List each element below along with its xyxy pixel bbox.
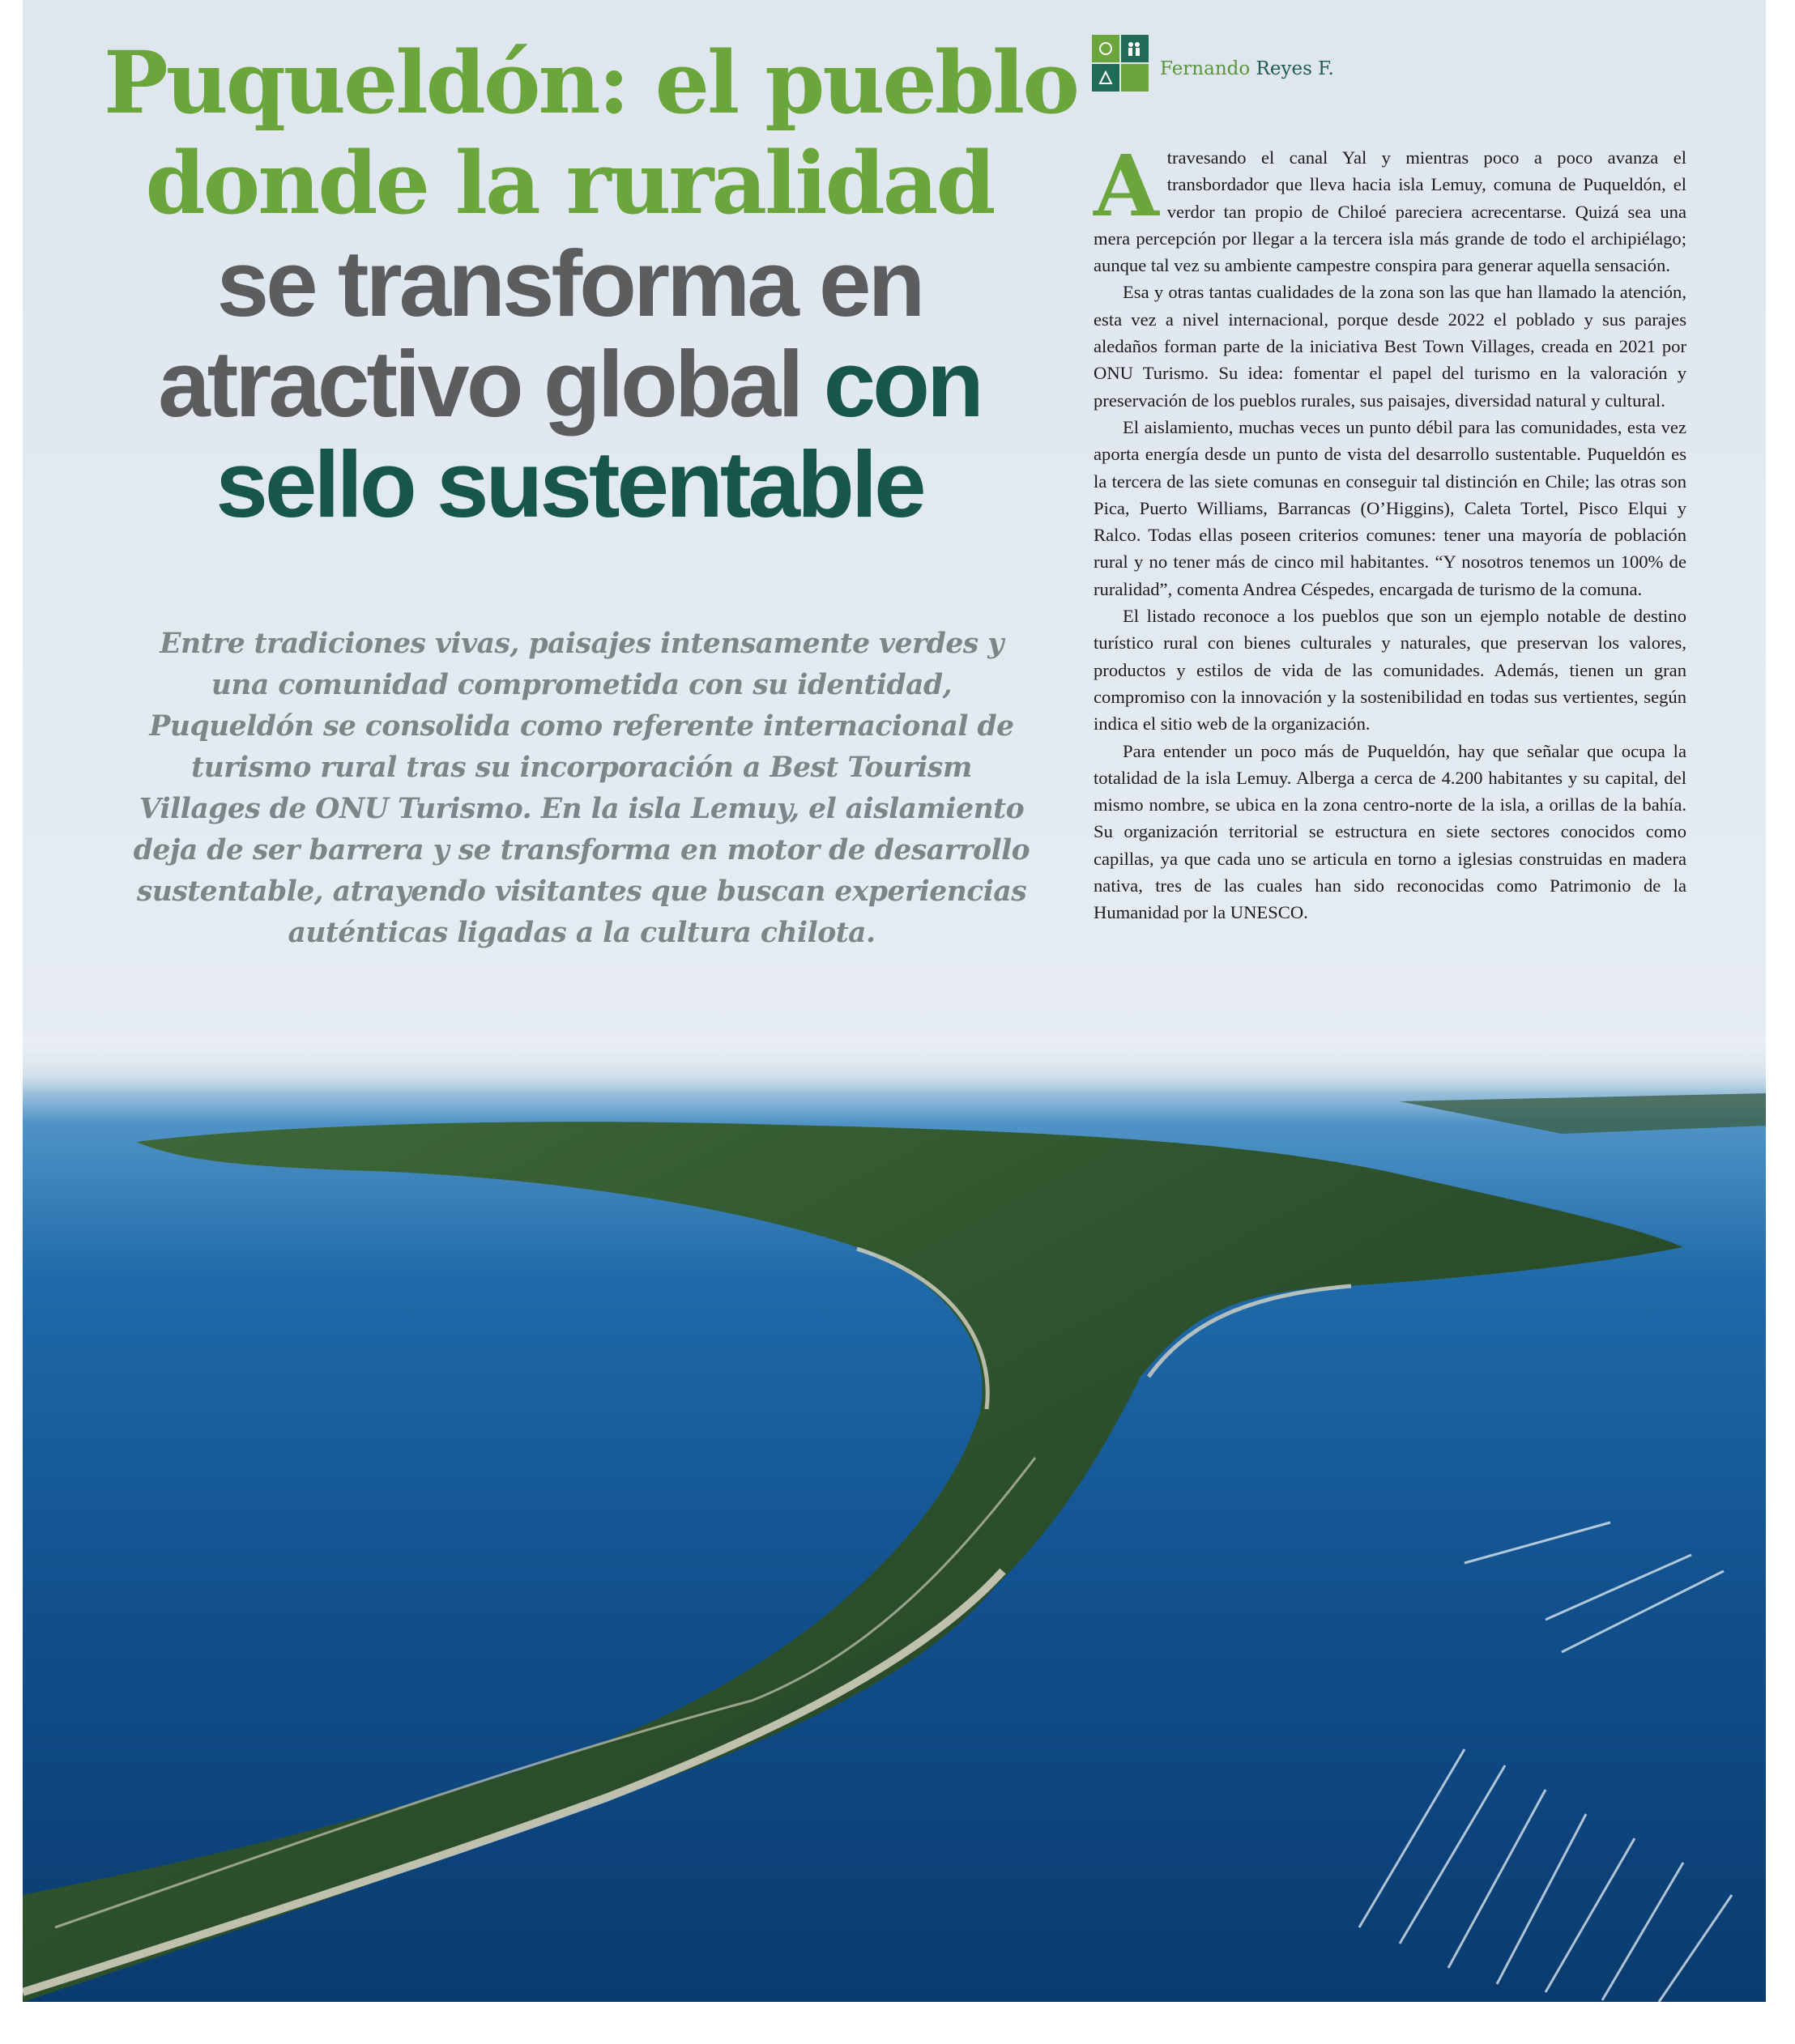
article-body bbox=[1094, 136, 1686, 926]
headline-line-5: sello sustentable bbox=[215, 432, 923, 537]
author-first-name: Fernando bbox=[1160, 58, 1251, 79]
aerial-photo bbox=[23, 1037, 1766, 2002]
article-page bbox=[23, 0, 1766, 2002]
drop-cap: A bbox=[1094, 136, 1159, 236]
body-paragraph-1-text: travesando el canal Yal y mientras poco a poco avanza el transbordador que lleva hacia isla Lemuy, comuna de Puqueldón, el verdor tan propio de Chiloé pareciera acrecentarse. Quizá sea una mera percepción por llegar a la tercera isla más grande de todo el archipiélago; aunque tal vez su ambiente campestre conspira para generar aquella sensación. bbox=[1094, 147, 1686, 276]
aerial-island-image bbox=[23, 1037, 1766, 2002]
byline bbox=[1092, 32, 1334, 105]
headline-line-4-green: con bbox=[823, 331, 981, 436]
section-logo-icon bbox=[1092, 35, 1149, 103]
headline bbox=[104, 32, 1077, 537]
author-last-name: Reyes F. bbox=[1256, 58, 1334, 79]
body-paragraph-3: El aislamiento, muchas veces un punto débil para las comunidades, esta vez aporta energía desde un punto de vista del desarrollo sustentable. Puqueldón es la tercera de las siete comunas en conseguir tal distinción en Chile; las otras son Pica, Puerto Williams, Barrancas (O’Higgins), Caleta Tortel, Pisco Elqui y Ralco. Todas ellas poseen criterios comunes: tener una mayoría de población rural y no tener más de cinco mil habitantes. “Y nosotros tenemos un 100% de ruralidad”, comenta Andrea Céspedes, encargada de turismo de la comuna. bbox=[1094, 416, 1686, 599]
headline-line-4-gray: atractivo global bbox=[158, 331, 824, 436]
headline-line-1: Puqueldón: el pueblo bbox=[104, 32, 1077, 133]
headline-line-2: donde la ruralidad bbox=[145, 132, 994, 233]
body-paragraph-2: Esa y otras tantas cualidades de la zona son las que han llamado la atención, esta vez a nivel internacional, porque desde 2022 el poblado y sus parajes aledaños forman parte de la iniciativa Best Town Villages, creada en 2021 por ONU Turismo. Su idea: fomentar el papel del turismo en la valoración y preservación de los pueblos rurales, sus paisajes, diversidad natural y cultural. bbox=[1094, 282, 1686, 411]
headline-line-3: se transforma en bbox=[216, 231, 923, 336]
lead-paragraph: Entre tradiciones vivas, paisajes intensamente verdes y una comunidad comprometida con su identidad, Puqueldón se consolida como referente internacional de turismo rural tras su incorporación a Best Tourism Villages de ONU Turismo. En la isla Lemuy, el aislamiento deja de ser barrera y se transforma en motor de desarrollo sustentable, atrayendo visitantes que buscan experiencias auténticas ligadas a la cultura chilota. bbox=[133, 628, 1030, 949]
body-paragraph-5: Para entender un poco más de Puqueldón, hay que señalar que ocupa la totalidad de la isla Lemuy. Alberga a cerca de 4.200 habitantes y su capital, del mismo nombre, se ubica en la zona centro-norte de la isla, a orillas de la bahía. Su organización territorial se estructura en siete sectores conocidos como capillas, ya que cada uno se articula en torno a iglesias construidas en madera nativa, tres de las cuales han sido reconocidas como Patrimonio de la Humanidad por la UNESCO. bbox=[1094, 740, 1686, 923]
body-paragraph-1 bbox=[1094, 136, 1686, 279]
headline-line-4 bbox=[104, 331, 1035, 436]
author-name bbox=[1160, 58, 1334, 79]
body-paragraph-4: El listado reconoce a los pueblos que son un ejemplo notable de destino turístico rural con bienes culturales y naturales, que preservan los valores, productos y estilos de vida de las comunidades. Además, tienen un gran compromiso con la innovación y la sostenibilidad en todas sus vertientes, según indica el sitio web de la organización. bbox=[1094, 606, 1686, 735]
